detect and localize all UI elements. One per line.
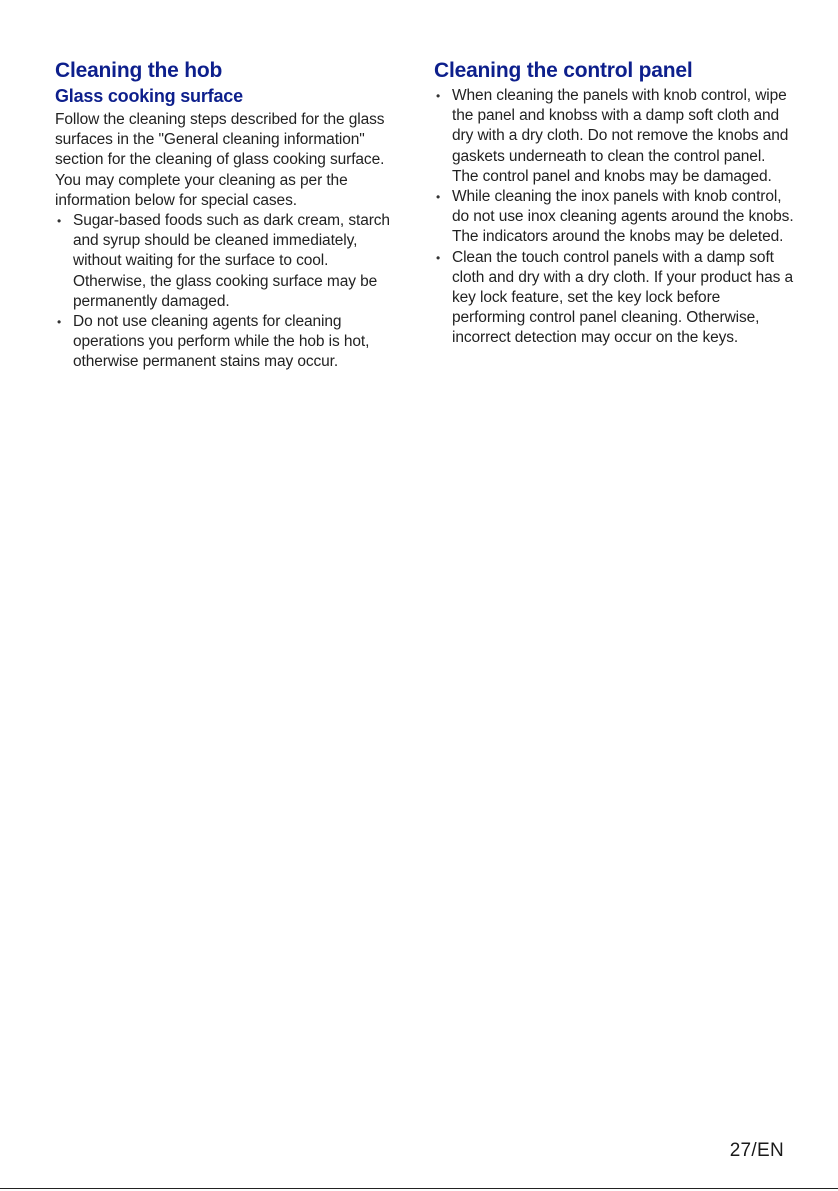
section-heading-cleaning-control-panel: Cleaning the control panel	[434, 59, 693, 82]
list-item	[434, 187, 794, 248]
page-number: 27/EN	[729, 1140, 784, 1161]
list-item	[55, 312, 400, 373]
bullet-icon: •	[436, 190, 441, 205]
list-item-text: Do not use cleaning agents for cleaning operations you perform while the hob is hot, otherwise permanent stains may occur.	[73, 313, 370, 371]
list-item	[55, 211, 400, 312]
list-item-text: Sugar-based foods such as dark cream, starch and syrup should be cleaned immediately, without waiting for the surface to cool. Otherwise, the glass cooking surface may be permanently damaged.	[73, 212, 390, 310]
list-item	[434, 248, 794, 349]
left-column	[55, 58, 400, 373]
subheading-glass-cooking-surface: Glass cooking surface	[55, 86, 243, 106]
footer-divider	[0, 1188, 838, 1189]
control-panel-bullet-list	[434, 86, 794, 349]
right-column	[434, 58, 794, 349]
list-item-text: Clean the touch control panels with a damp soft cloth and dry with a dry cloth. If your product has a key lock feature, set the key lock before performing control panel cleaning. Otherwise, incorrect detection may occur on the keys.	[452, 248, 794, 347]
intro-paragraph: Follow the cleaning steps described for the glass surfaces in the "General cleaning information" section for the cleaning of glass cooking surface. You may complete your cleaning as per the information below for special cases.	[55, 111, 385, 209]
bullet-icon: •	[436, 250, 441, 265]
bullet-icon: •	[57, 315, 62, 330]
bullet-icon: •	[436, 89, 441, 103]
list-item-text: While cleaning the inox panels with knob control, do not use inox cleaning agents around the knobs. The indicators around the knobs may be deleted.	[452, 188, 794, 246]
list-item-text: When cleaning the panels with knob control, wipe the panel and knobss with a damp soft cloth and dry with a dry cloth. Do not remove the knobs and gaskets underneath to clean the control panel. The control panel and knobs may be damaged.	[452, 87, 789, 185]
hob-bullet-list	[55, 211, 400, 373]
bullet-icon: •	[57, 214, 62, 229]
section-heading-cleaning-hob: Cleaning the hob	[55, 59, 223, 82]
list-item	[434, 86, 794, 187]
